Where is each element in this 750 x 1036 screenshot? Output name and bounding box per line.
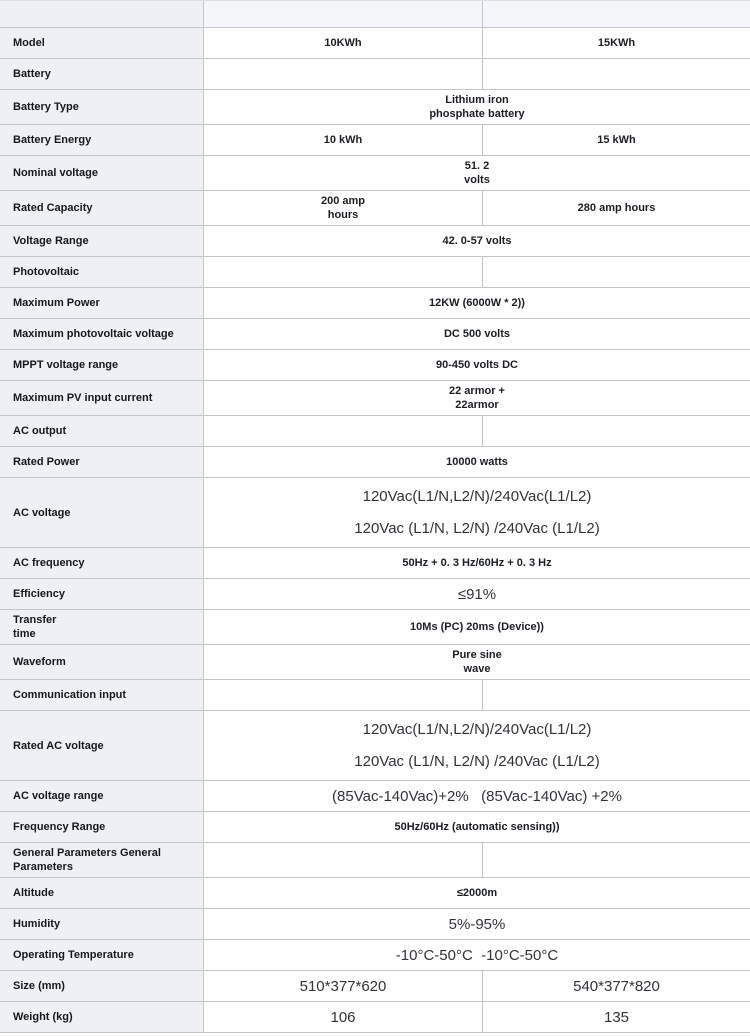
spec-row bbox=[0, 711, 750, 781]
row-label-text: Voltage Range bbox=[13, 235, 89, 247]
row-label-text: Nominal voltage bbox=[13, 167, 98, 179]
spec-row bbox=[0, 878, 750, 909]
spec-row bbox=[0, 971, 750, 1002]
spec-value-text: 120Vac (L1/N, L2/N) /240Vac (L1/L2) bbox=[354, 753, 600, 770]
spec-value-text: 42. 0-57 volts bbox=[442, 235, 512, 247]
spec-value-text: 15 kWh bbox=[597, 134, 636, 146]
spec-value-text: 120Vac(L1/N,L2/N)/240Vac(L1/L2) bbox=[362, 721, 592, 738]
spec-value-text: 540*377*820 bbox=[573, 977, 660, 995]
spec-value-cell bbox=[204, 971, 482, 1001]
row-label bbox=[0, 909, 204, 939]
spec-value-text: 10KWh bbox=[324, 37, 362, 49]
spec-value-cell bbox=[204, 812, 750, 842]
spec-value-text: 50Hz + 0. 3 Hz/60Hz + 0. 3 Hz bbox=[402, 557, 552, 569]
spec-row bbox=[0, 781, 750, 812]
spec-value-cell bbox=[204, 478, 750, 547]
spec-value-text: Lithium iron bbox=[445, 94, 509, 106]
spec-value-cell bbox=[482, 257, 750, 287]
spec-value-text: -10°C-50°C -10°C-50°C bbox=[395, 946, 559, 964]
row-label-text: General Parameters General Parameters bbox=[13, 847, 165, 873]
row-label bbox=[0, 645, 204, 679]
spec-value-text: 135 bbox=[603, 1008, 630, 1026]
spec-value-text: 51. 2 bbox=[464, 160, 490, 172]
spec-value-text: 10000 watts bbox=[446, 456, 508, 468]
spec-row bbox=[0, 940, 750, 971]
spec-value-cell bbox=[204, 645, 750, 679]
row-label bbox=[0, 711, 204, 780]
spec-row bbox=[0, 812, 750, 843]
row-label-text: Weight (kg) bbox=[13, 1011, 73, 1023]
spec-value-cell bbox=[204, 288, 750, 318]
row-label-text: Waveform bbox=[13, 656, 66, 668]
spec-value-cell bbox=[204, 90, 750, 124]
row-label bbox=[0, 610, 204, 644]
spec-row bbox=[0, 447, 750, 478]
spec-value-text: 15KWh bbox=[597, 37, 636, 49]
spec-value-text: 90-450 volts DC bbox=[436, 359, 518, 371]
row-label bbox=[0, 812, 204, 842]
spec-value-text: 510*377*620 bbox=[299, 977, 387, 995]
spec-value-cell bbox=[204, 156, 750, 190]
spec-value-cell bbox=[204, 257, 482, 287]
spec-value-cell bbox=[204, 59, 482, 89]
spec-value-cell bbox=[204, 878, 750, 908]
row-label bbox=[0, 680, 204, 710]
row-label-text: AC voltage range bbox=[13, 790, 104, 802]
row-label bbox=[0, 1002, 204, 1032]
spec-value-cell bbox=[204, 680, 482, 710]
row-label-text: Rated Power bbox=[13, 456, 80, 468]
spec-value-cell bbox=[482, 125, 750, 155]
spec-value-text: 10Ms (PC) 20ms (Device)) bbox=[410, 621, 544, 633]
section-row bbox=[0, 416, 750, 447]
spec-value-text: ≤91% bbox=[457, 585, 497, 603]
row-label-text: Frequency Range bbox=[13, 821, 106, 833]
spec-value-text: 10 kWh bbox=[323, 134, 363, 146]
spec-value-text: (85Vac-140Vac)+2% (85Vac-140Vac) +2% bbox=[332, 787, 622, 805]
spec-value-cell bbox=[204, 909, 750, 939]
spec-value-text: 120Vac(L1/N,L2/N)/240Vac(L1/L2) bbox=[362, 488, 592, 505]
spec-row bbox=[0, 1002, 750, 1033]
spec-value-text: ≤2000m bbox=[456, 887, 498, 899]
row-label bbox=[0, 447, 204, 477]
row-label bbox=[0, 843, 204, 877]
spec-value-cell bbox=[204, 447, 750, 477]
row-label bbox=[0, 1, 204, 27]
spec-value-cell bbox=[204, 28, 482, 58]
spec-value-cell bbox=[204, 350, 750, 380]
row-label bbox=[0, 59, 204, 89]
row-label bbox=[0, 257, 204, 287]
row-label-text: AC frequency bbox=[13, 557, 85, 569]
row-label-text: Battery Energy bbox=[13, 134, 92, 146]
row-label bbox=[0, 288, 204, 318]
row-label bbox=[0, 156, 204, 190]
spec-value-cell bbox=[482, 1002, 750, 1032]
spec-row bbox=[0, 548, 750, 579]
spec-row bbox=[0, 579, 750, 610]
row-label bbox=[0, 125, 204, 155]
row-label-text: Efficiency bbox=[13, 588, 65, 600]
row-label bbox=[0, 478, 204, 547]
row-label-text: Operating Temperature bbox=[13, 949, 134, 961]
spec-value-cell bbox=[204, 319, 750, 349]
section-row bbox=[0, 843, 750, 878]
spec-value-text: 5%-95% bbox=[448, 915, 506, 933]
spec-row bbox=[0, 909, 750, 940]
row-label-text: Transfer bbox=[13, 614, 57, 626]
spec-row bbox=[0, 319, 750, 350]
header-cell bbox=[482, 1, 750, 27]
spec-value-text: 280 amp hours bbox=[577, 202, 656, 214]
section-row bbox=[0, 257, 750, 288]
spec-value-text: 200 amp bbox=[320, 195, 366, 207]
row-label bbox=[0, 971, 204, 1001]
row-label-text: Altitude bbox=[13, 887, 54, 899]
row-label-text: Maximum PV input current bbox=[13, 392, 153, 404]
spec-row bbox=[0, 28, 750, 59]
row-label bbox=[0, 90, 204, 124]
row-label bbox=[0, 226, 204, 256]
spec-value-cell bbox=[204, 191, 482, 225]
spec-row bbox=[0, 610, 750, 645]
spec-value-cell bbox=[482, 191, 750, 225]
spec-row bbox=[0, 478, 750, 548]
spec-value-cell bbox=[482, 59, 750, 89]
spec-value-text: 50Hz/60Hz (automatic sensing)) bbox=[394, 821, 560, 833]
row-label bbox=[0, 191, 204, 225]
spec-value-cell bbox=[204, 940, 750, 970]
row-label-text: Size (mm) bbox=[13, 980, 65, 992]
spec-row bbox=[0, 645, 750, 680]
row-label-text: Model bbox=[13, 37, 45, 49]
row-label bbox=[0, 381, 204, 415]
spec-value-cell bbox=[482, 416, 750, 446]
spec-value-cell bbox=[482, 28, 750, 58]
spec-value-text: DC 500 volts bbox=[443, 328, 511, 340]
row-label-text: Battery Type bbox=[13, 101, 79, 113]
spec-row bbox=[0, 156, 750, 191]
spec-value-cell bbox=[204, 610, 750, 644]
spec-value-cell bbox=[204, 381, 750, 415]
section-row bbox=[0, 59, 750, 90]
row-label-text: Rated Capacity bbox=[13, 202, 93, 214]
spec-value-text: 106 bbox=[330, 1008, 356, 1026]
row-label-text: Humidity bbox=[13, 918, 61, 930]
spec-value-cell bbox=[204, 125, 482, 155]
spec-value-text: 22armor bbox=[455, 399, 499, 411]
spec-row bbox=[0, 125, 750, 156]
spec-value-text: 120Vac (L1/N, L2/N) /240Vac (L1/L2) bbox=[354, 520, 600, 537]
row-label bbox=[0, 416, 204, 446]
row-label bbox=[0, 350, 204, 380]
spec-value-cell bbox=[204, 226, 750, 256]
spec-value-text: 22 armor + bbox=[449, 385, 505, 397]
spec-row bbox=[0, 288, 750, 319]
row-label bbox=[0, 548, 204, 578]
spec-value-cell bbox=[204, 711, 750, 780]
row-label-text: Battery bbox=[13, 68, 51, 80]
table-header-row bbox=[0, 1, 750, 28]
spec-value-cell bbox=[204, 1002, 482, 1032]
spec-value-text: hours bbox=[327, 209, 359, 221]
section-row bbox=[0, 680, 750, 711]
spec-row bbox=[0, 191, 750, 226]
spec-row bbox=[0, 226, 750, 257]
spec-row bbox=[0, 90, 750, 125]
spec-value-text: Pure sine bbox=[452, 649, 502, 661]
row-label-text: Maximum photovoltaic voltage bbox=[13, 328, 174, 340]
spec-value-cell bbox=[482, 680, 750, 710]
spec-value-cell bbox=[482, 971, 750, 1001]
header-cell bbox=[204, 1, 482, 27]
spec-value-text: volts bbox=[464, 174, 490, 186]
row-label-text: time bbox=[13, 628, 36, 640]
row-label-text: MPPT voltage range bbox=[13, 359, 119, 371]
spec-value-cell bbox=[204, 548, 750, 578]
spec-value-cell bbox=[204, 843, 482, 877]
row-label bbox=[0, 28, 204, 58]
row-label bbox=[0, 878, 204, 908]
spec-value-text: phosphate battery bbox=[429, 108, 525, 120]
row-label bbox=[0, 579, 204, 609]
row-label bbox=[0, 781, 204, 811]
row-label-text: Photovoltaic bbox=[13, 266, 80, 278]
row-label-text: Rated AC voltage bbox=[13, 739, 104, 752]
row-label-text: Maximum Power bbox=[13, 297, 100, 309]
row-label bbox=[0, 319, 204, 349]
spec-value-cell bbox=[204, 416, 482, 446]
row-label-text: Communication input bbox=[13, 689, 127, 701]
spec-value-cell bbox=[482, 843, 750, 877]
spec-value-cell bbox=[204, 579, 750, 609]
row-label bbox=[0, 940, 204, 970]
spec-row bbox=[0, 350, 750, 381]
spec-value-cell bbox=[204, 781, 750, 811]
spec-row bbox=[0, 381, 750, 416]
row-label-text: AC voltage bbox=[13, 506, 71, 519]
spec-value-text: wave bbox=[463, 663, 491, 675]
spec-value-text: 12KW (6000W * 2)) bbox=[429, 297, 525, 309]
row-label-text: AC output bbox=[13, 425, 67, 437]
